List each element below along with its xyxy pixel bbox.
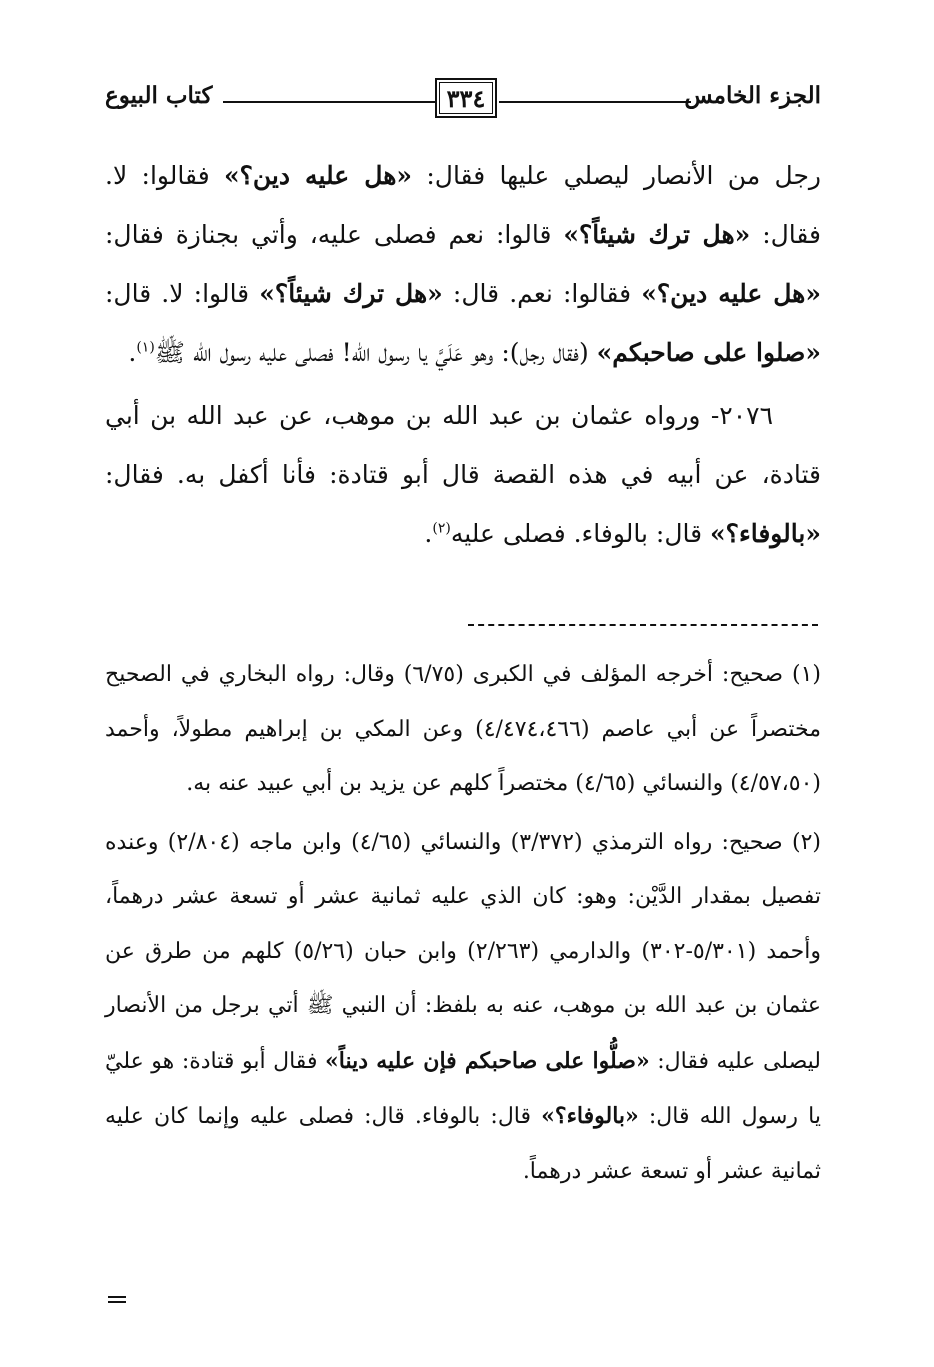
header-rule-left — [223, 101, 435, 103]
footnote-label: (٢) — [791, 829, 821, 855]
footnote-1 — [105, 648, 821, 812]
text-segment: قالوا: نعم فصلى عليه، وأتي بجنازة فقال: — [105, 220, 564, 249]
footnote-ref: (٢) — [432, 520, 451, 537]
hadith-continuation-paragraph — [105, 146, 821, 382]
text-segment: قال: بالوفاء. فصلى عليه — [450, 519, 711, 548]
hadith-2076-paragraph — [105, 386, 821, 563]
header-rule-right — [499, 101, 691, 103]
text-segment: . — [128, 338, 137, 367]
footnote-2 — [105, 816, 821, 1200]
footnote-label: (١) — [791, 662, 821, 687]
bold-quote: «هل عليه دين؟» — [223, 161, 413, 190]
footnote-text: قال: بالوفاء. قال: فصلى عليه وإنما كان عليه ثمانية عشر أو تسعة عشر درهماً. — [105, 1104, 821, 1184]
text-segment: فقالوا: نعم. قال: — [442, 279, 642, 308]
volume-label: الجزء الخامس — [684, 82, 821, 109]
text-segment: ٢٠٧٦- ورواه عثمان بن عبد الله بن موهب، عن عبد الله بن أبي قتادة، عن أبيه في هذه القصة قال أبو قتادة: فأنا أكفل به. فقال: — [105, 401, 821, 489]
text-segment: فقالوا: لا. فقال: — [105, 161, 822, 249]
bold-quote: «صلوا على صاحبكم» — [596, 338, 821, 367]
main-text — [105, 146, 821, 563]
footnote-separator — [468, 624, 818, 626]
book-title: كتاب البيوع — [105, 82, 213, 109]
footnote-ref: (١) — [136, 339, 155, 356]
bold-quote: «هل عليه دين؟» — [641, 279, 821, 308]
text-segment: قالوا: لا. قال: — [105, 279, 260, 308]
footnote-text: صحيح: أخرجه المؤلف في الكبرى (٦/٧٥) وقال: رواه البخاري في الصحيح مختصراً عن أبي عاصم (٤/٤٧٤،٤٦٦) وعن المكي بن إبراهيم مطولاً، وأحمد (٤/٥٧،٥٠) والنسائي (٤/٦٥) مختصراً كلهم عن يزيد بن أبي عبيد عنه به. — [105, 662, 822, 796]
footnote-text: فقال أبو قتادة: هو عليّ يا رسول الله قال: — [105, 1048, 821, 1129]
bold-quote: «صلُّوا على صاحبكم فإن عليه ديناً» — [325, 1047, 650, 1074]
running-header — [105, 78, 821, 122]
page-number-box: ٣٣٤ — [435, 78, 497, 118]
footnote-text: صحيح: رواه الترمذي (٣/٣٧٢) والنسائي (٤/٦٥) وابن ماجه (٢/٨٠٤) وعنده تفصيل بمقدار الدَّيْن: وهو: كان الذي عليه ثمانية عشر أو تسعة عشر درهماً، وأحمد (٥/٣٠١-٣٠٢) والدارمي (٢/٢٦٣) وابن حبان (٥/٢٦) كلهم من طرق عن عثمان بن عبد الله بن موهب، عنه به بلفظ: أن النبي ﷺ أتي برجل من الأنصار ليصلى عليه فقال: — [105, 829, 822, 1074]
bold-quote: «بالوفاء؟» — [710, 519, 821, 548]
text-segment: رجل من الأنصار ليصلي عليها فقال: — [412, 161, 821, 190]
bold-quote: «بالوفاء؟» — [541, 1103, 639, 1129]
footnotes — [105, 648, 821, 1199]
text-segment: . — [424, 519, 433, 548]
text-segment: (فقال رجل): وهو عَلَيَّ يا رسول الله! فصلى عليه رسول الله ﷺ — [154, 338, 597, 367]
page-end-mark — [108, 1296, 126, 1303]
bold-quote: «هل ترك شيئاً؟» — [259, 279, 443, 308]
bold-quote: «هل ترك شيئاً؟» — [563, 220, 751, 249]
